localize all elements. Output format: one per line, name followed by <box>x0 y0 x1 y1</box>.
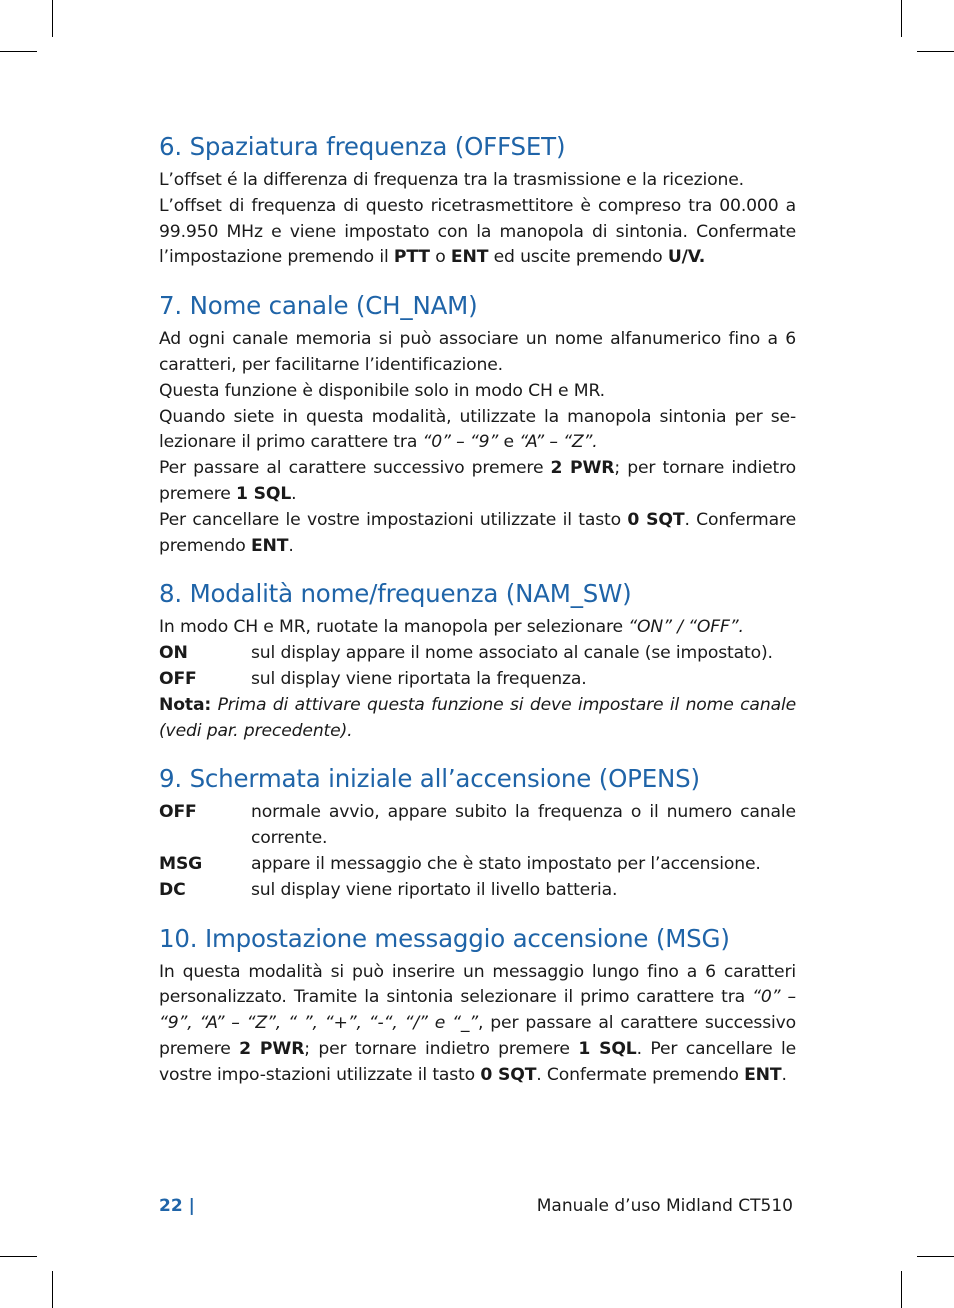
crop-mark <box>52 0 53 37</box>
option-list <box>159 800 796 903</box>
paragraph: Per passare al carattere successivo premere 2 PWR; per tornare indietro premere 1 SQL. <box>159 458 797 504</box>
option-desc: sul display viene riportata la frequenza. <box>251 668 587 689</box>
section-name-frequency-mode <box>159 579 796 744</box>
option-term: OFF <box>159 802 197 823</box>
paragraph: Quando siete in questa modalità, utilizzate la manopola sintonia per se-lezionare il primo carattere tra “0” – “9” e “A” – “Z”. <box>159 406 796 453</box>
option-term: OFF <box>159 668 197 689</box>
paragraph: Ad ogni canale memoria si può associare un nome alfanumerico fino a 6 caratteri, per facilitarne l’identificazione. <box>159 329 796 375</box>
option-term: ON <box>159 643 188 664</box>
option-desc: normale avvio, appare subito la frequenza o il numero canale corrente. <box>251 802 796 849</box>
option-desc: sul display viene riportato il livello batteria. <box>251 879 618 900</box>
paragraph: Per cancellare le vostre impostazioni utilizzate il tasto 0 SQT. Confermare premendo ENT. <box>159 509 796 556</box>
paragraph: In questa modalità si può inserire un messaggio lungo fino a 6 caratteri personalizzato. Tramite la sintonia selezionare il primo carattere tra “0” – “9”, “A” – “Z”, “ ”, “+”, “-“, “/” e “_”, per passare al carattere successivo premere 2 PWR; per tornare indietro premere 1 SQL. Per cancellare le vostre impo-stazioni utilizzate il tasto 0 SQT. Confermate premendo ENT. <box>159 961 797 1085</box>
crop-mark <box>917 51 954 52</box>
section-title: 8. Modalità nome/frequenza (NAM_SW) <box>159 579 632 609</box>
option-desc: appare il messaggio che è stato impostato per l’accensione. <box>251 853 761 874</box>
paragraph: In modo CH e MR, ruotate la manopola per selezionare “ON” / “OFF”. <box>159 617 744 638</box>
section-power-on-message <box>159 924 796 1089</box>
paragraph: L’offset é la differenza di frequenza tra la trasmissione e la ricezione. <box>159 170 744 190</box>
option-list <box>159 641 796 693</box>
section-title: 6. Spaziatura frequenza (OFFSET) <box>159 132 566 161</box>
crop-mark <box>0 1256 37 1257</box>
crop-mark <box>0 51 37 52</box>
page-content <box>159 132 796 1109</box>
note: Nota: Prima di attivare questa funzione si deve impostare il nome canale (vedi par. precedente). <box>159 694 796 741</box>
crop-mark <box>901 1271 902 1308</box>
crop-mark <box>901 0 902 37</box>
section-channel-name <box>159 291 796 559</box>
manual-title: Manuale d’uso Midland CT510 <box>536 1196 793 1216</box>
option-term: MSG <box>159 853 203 874</box>
section-title: 7. Nome canale (CH_NAM) <box>159 291 478 321</box>
paragraph: L’offset di frequenza di questo ricetrasmettitore è compreso tra 00.000 a 99.950 MHz e viene impostato con la manopola di sintonia. Confermate l’impostazione premendo il PTT o ENT ed uscite premendo U/V. <box>159 195 796 268</box>
page-footer <box>159 1196 793 1216</box>
crop-mark <box>52 1271 53 1308</box>
section-opening-screen <box>159 764 796 903</box>
page-number: 22 | <box>159 1196 195 1216</box>
section-offset <box>159 132 796 271</box>
option-term: DC <box>159 879 186 900</box>
section-title: 9. Schermata iniziale all’accensione (OPENS) <box>159 764 700 794</box>
section-title: 10. Impostazione messaggio accensione (MSG) <box>159 923 730 953</box>
option-desc: sul display appare il nome associato al canale (se impostato). <box>251 643 773 664</box>
paragraph: Questa funzione è disponibile solo in modo CH e MR. <box>159 380 605 401</box>
crop-mark <box>917 1256 954 1257</box>
